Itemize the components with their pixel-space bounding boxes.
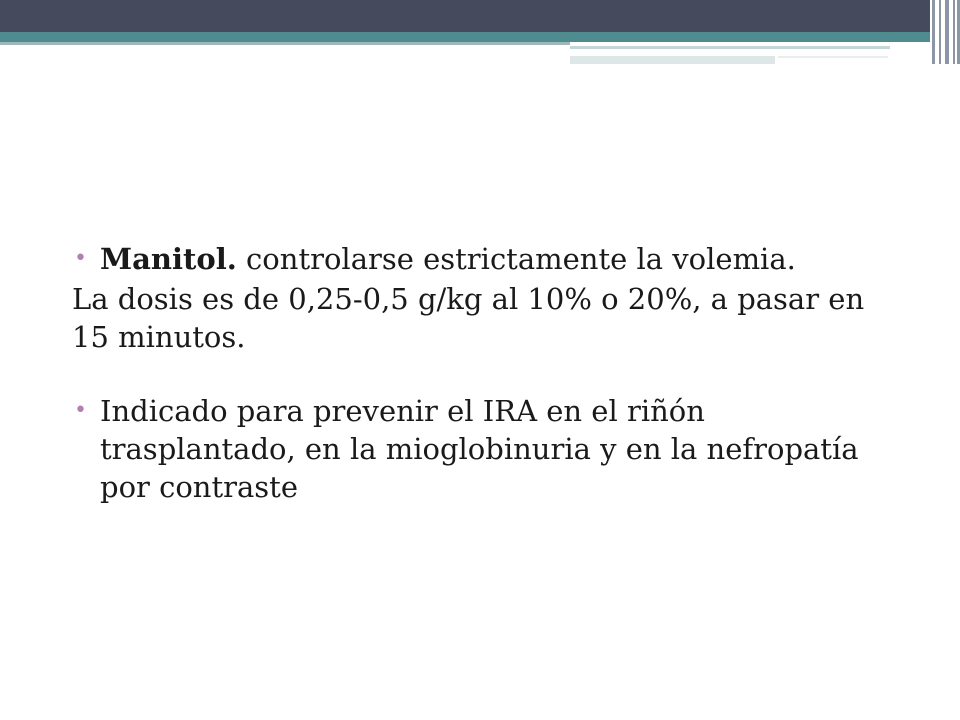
header-accent-line: [0, 42, 570, 45]
header-teal-line: [0, 32, 930, 42]
bullet-heading: Manitol.: [100, 242, 237, 276]
bullet-text: controlarse estrictamente la volemia.: [236, 242, 796, 276]
slide-body: [72, 240, 902, 506]
bullet-text: Indicado para prevenir el IRA en el riñón trasplantado, en la mioglobinuria y en la nefropatía por contraste: [100, 394, 859, 504]
bullet-icon: •: [74, 246, 87, 271]
bullet-item: [72, 392, 902, 506]
bullet-item: [72, 240, 902, 278]
header-corner-bars: [930, 0, 960, 64]
dose-paragraph: La dosis es de 0,25-0,5 g/kg al 10% o 20%, a pasar en 15 minutos.: [72, 282, 865, 354]
bullet-icon: •: [74, 398, 87, 423]
header-accent-line: [778, 56, 888, 58]
header-accent-line: [570, 46, 890, 49]
header-band: [0, 0, 930, 32]
header-accent-line: [570, 56, 775, 64]
